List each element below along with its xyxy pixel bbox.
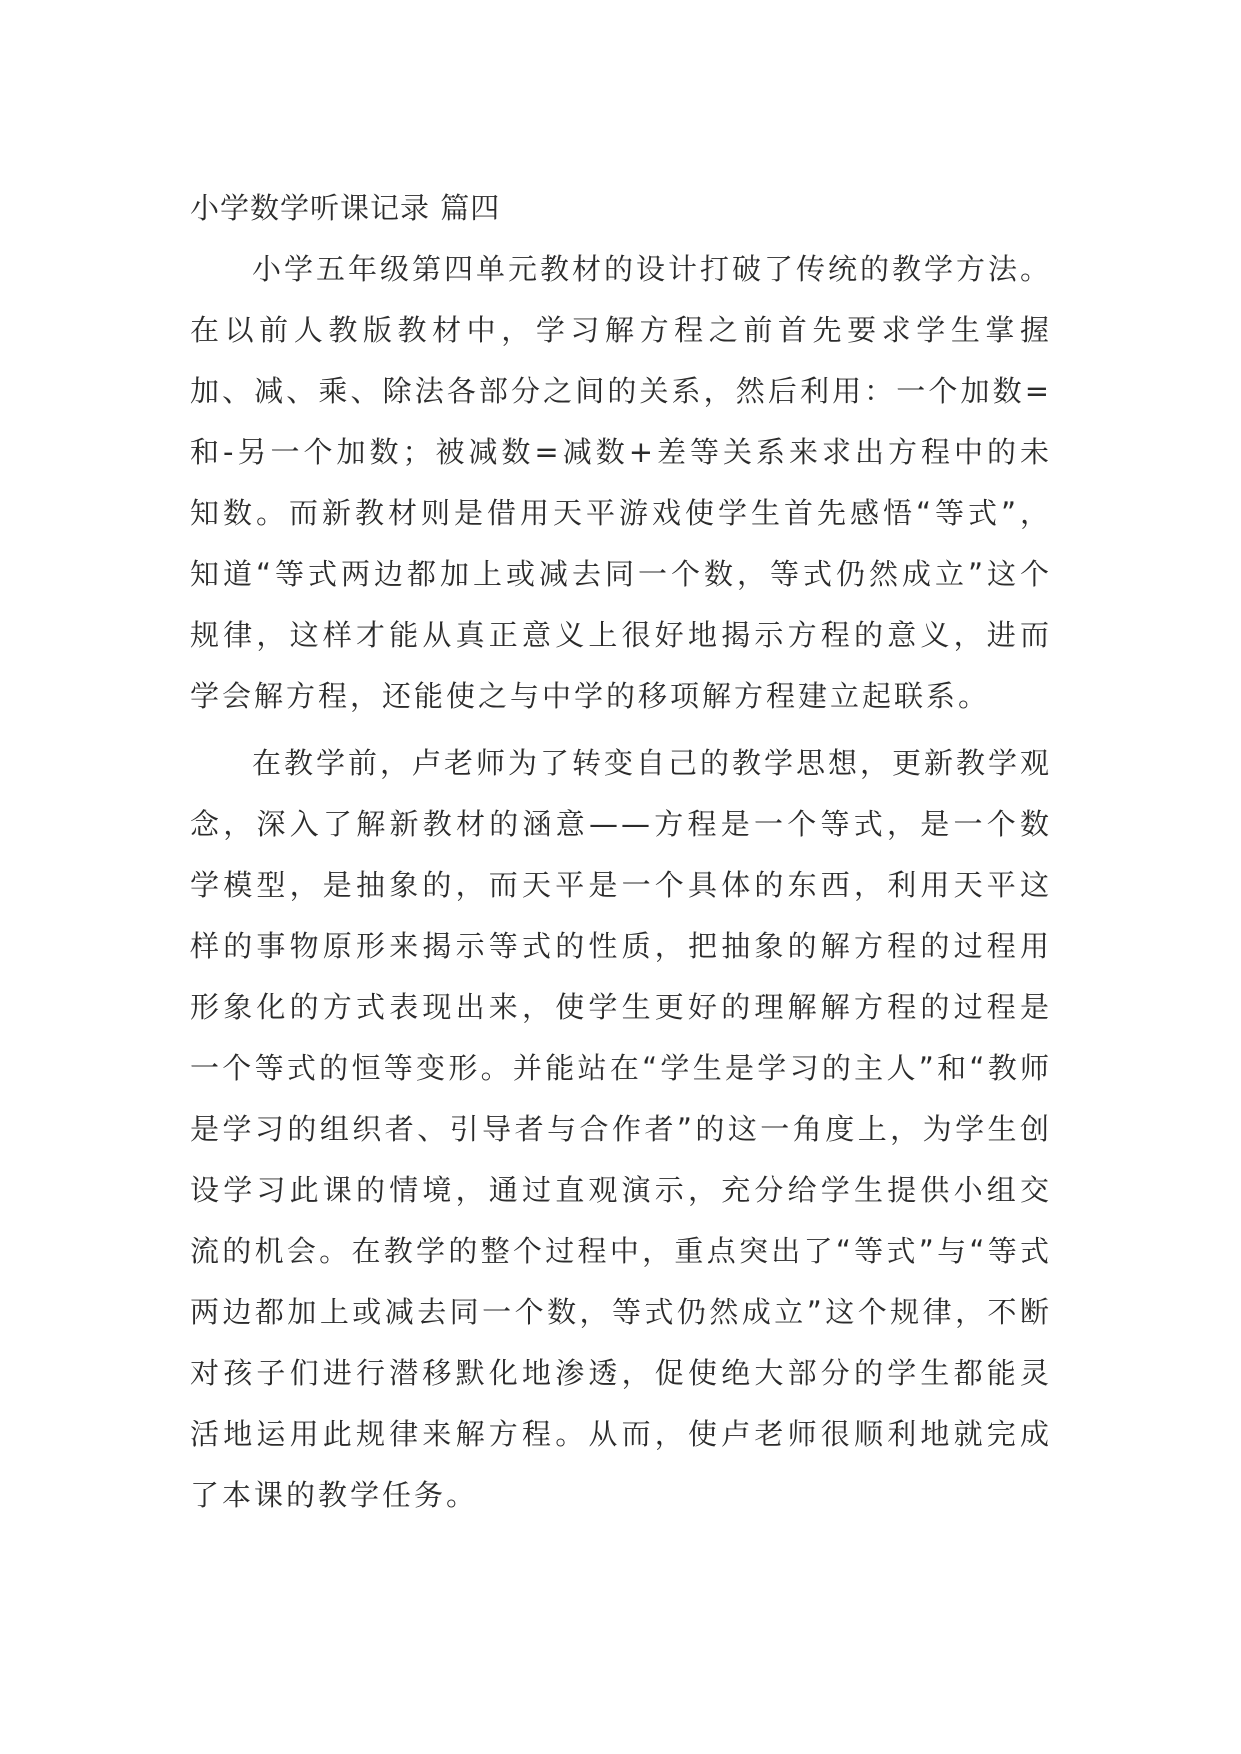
paragraph-1: 小学五年级第四单元教材的设计打破了传统的教学方法。在以前人教版教材中，学习解方程之前首先要求学生掌握加、减、乘、除法各部分之间的关系，然后利用：一个加数=和-另一个加数；被减数=减数+差等关系来求出方程中的未知数。而新教材则是借用天平游戏使学生首先感悟“等式”，知道“等式两边都加上或减去同一个数，等式仍然成立”这个规律，这样才能从真正意义上很好地揭示方程的意义，进而学会解方程，还能使之与中学的移项解方程建立起联系。 bbox=[190, 252, 1053, 713]
document-page bbox=[190, 178, 1052, 1532]
paragraph-2: 在教学前，卢老师为了转变自己的教学思想，更新教学观念，深入了解新教材的涵意——方程是一个等式，是一个数学模型，是抽象的，而天平是一个具体的东西，利用天平这样的事物原形来揭示等式的性质，把抽象的解方程的过程用形象化的方式表现出来，使学生更好的理解解方程的过程是一个等式的恒等变形。并能站在“学生是学习的主人”和“教师是学习的组织者、引导者与合作者”的这一角度上，为学生创设学习此课的情境，通过直观演示，充分给学生提供小组交流的机会。在教学的整个过程中，重点突出了“等式”与“等式两边都加上或减去同一个数，等式仍然成立”这个规律，不断对孩子们进行潜移默化地渗透，促使绝大部分的学生都能灵活地运用此规律来解方程。从而，使卢老师很顺利地就完成了本课的教学任务。 bbox=[190, 746, 1053, 1512]
document-title: 小学数学听课记录 篇四 bbox=[190, 191, 501, 225]
